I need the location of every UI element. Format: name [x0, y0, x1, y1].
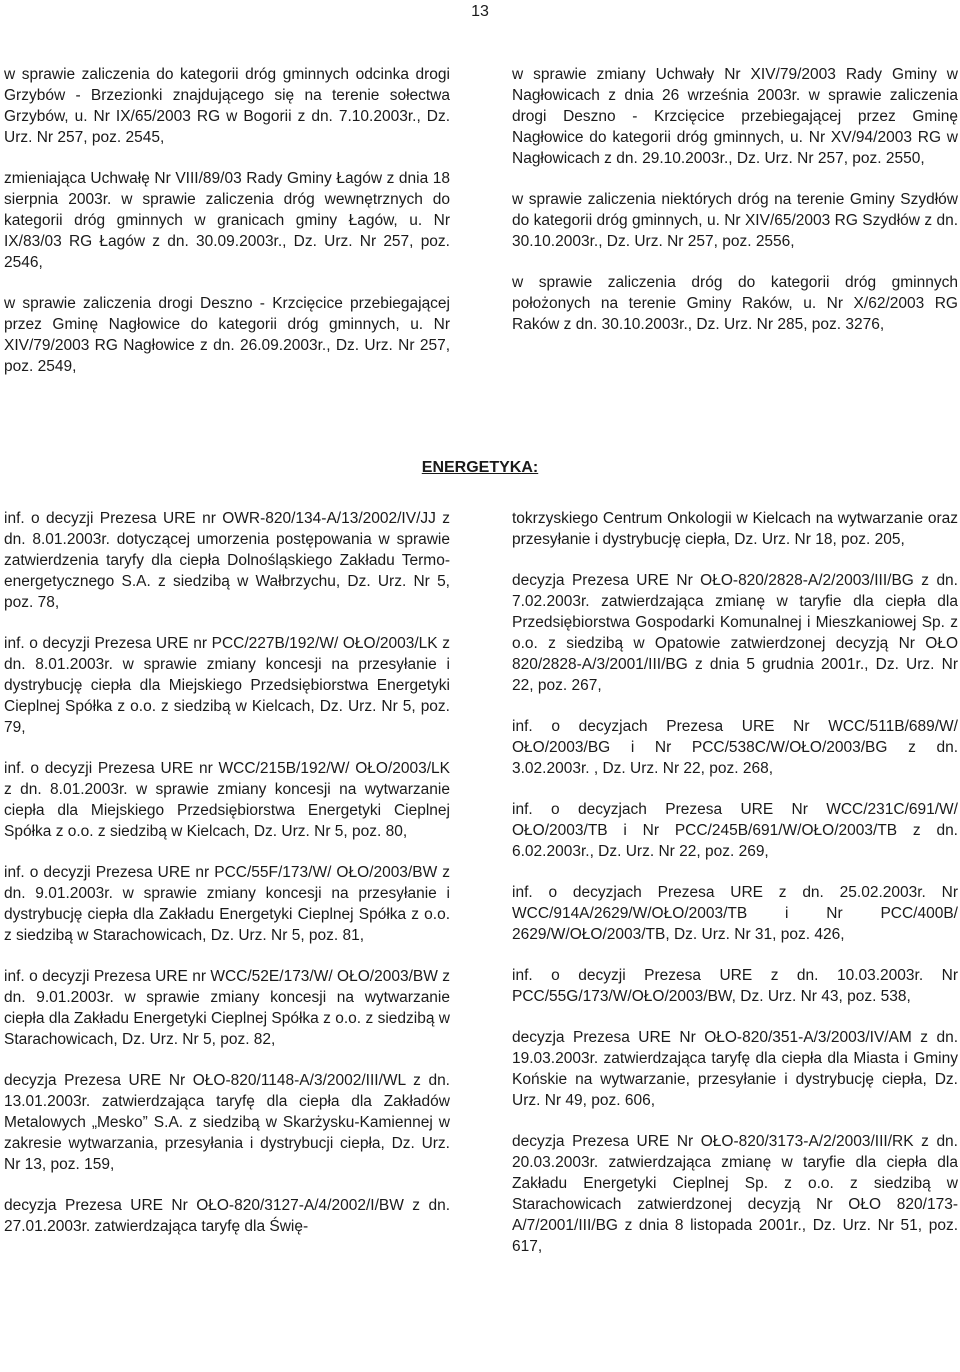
list-item: inf. o decyzjach Prezesa URE Nr WCC/231C/691/W/ OŁO/2003/TB i Nr PCC/245B/691/W/OŁO/2003/TB z dn. 6.02.2003r., Dz. Urz. Nr 22, poz. 269,	[512, 801, 958, 860]
list-item: zmieniająca Uchwałę Nr VIII/89/03 Rady Gminy Łagów z dnia 18 sierpnia 2003r. w sprawie zaliczenia dróg wewnętrznych do kategorii dróg gminnych w granicach gminy Łagów, u. Nr IX/83/03 RG Łagów z dn. 30.09.2003r., Dz. Urz. Nr 257, poz. 2546,	[4, 170, 450, 271]
list-item: inf. o decyzji Prezesa URE nr WCC/215B/192/W/ OŁO/2003/LK z dn. 8.01.2003r. w sprawie zmiany koncesji na wytwarzanie ciepła dla Miejskiego Przedsiębiorstwa Energetyki Cieplnej Spółka z o.o. z siedzibą w Kielcach, Dz. Urz. Nr 5, poz. 80,	[4, 760, 450, 840]
list-item: w sprawie zaliczenia drogi Deszno - Krzcięcice przebiegającej przez Gminę Nagłowice do kategorii dróg gminnych, u. Nr XIV/79/2003 RG Nagłowice z dn. 26.09.2003r., Dz. Urz. Nr 257, poz. 2549,	[4, 295, 450, 375]
column-top-left	[4, 64, 450, 397]
column-top-right	[512, 64, 958, 355]
list-item: decyzja Prezesa URE Nr OŁO-820/3173-A/2/2003/III/RK z dn. 20.03.2003r. zatwierdzająca zmianę w taryfie dla ciepła dla Zakładu Energetyki Cieplnej Sp. z o.o. z siedzibą w Starachowicach zatwierdzonej decyzją Nr OŁO 820/173-A/7/2001/III/BG z dnia 8 listopada 2001r., Dz. Urz. Nr 51, poz. 617,	[512, 1133, 958, 1255]
list-item: decyzja Prezesa URE Nr OŁO-820/3127-A/4/2002/I/BW z dn. 27.01.2003r. zatwierdzająca taryfę dla Świę-	[4, 1197, 450, 1235]
list-item: decyzja Prezesa URE Nr OŁO-820/351-A/3/2003/IV/AM z dn. 19.03.2003r. zatwierdzająca taryfę dla ciepła dla Miasta i Gminy Końskie na wytwarzanie, przesyłanie i dystrybucję ciepła, Dz. Urz. Nr 49, poz. 606,	[512, 1029, 958, 1109]
column-bottom-left	[4, 508, 450, 1257]
list-item: w sprawie zaliczenia do kategorii dróg gminnych odcinka drogi Grzybów - Brzezionki znajdującego się na terenie sołectwa Grzybów, u. Nr IX/65/2003 RG w Bogorii z dn. 7.10.2003r., Dz. Urz. Nr 257, poz. 2545,	[4, 66, 450, 146]
list-item: w sprawie zaliczenia niektórych dróg na terenie Gminy Szydłów do kategorii dróg gminnych, u. Nr XIV/65/2003 RG Szydłów z dn. 30.10.2003r., Dz. Urz. Nr 257, poz. 2556,	[512, 191, 958, 250]
page-number: 13	[471, 3, 489, 20]
list-item: inf. o decyzji Prezesa URE nr PCC/55F/173/W/ OŁO/2003/BW z dn. 9.01.2003r. w sprawie zmiany koncesji na przesyłanie i dystrybucję ciepła dla Zakładu Energetyki Cieplnej Spółka z o.o. z siedzibą w Starachowicach, Dz. Urz. Nr 5, poz. 81,	[4, 864, 450, 944]
list-item: inf. o decyzjach Prezesa URE z dn. 25.02.2003r. Nr WCC/914A/2629/W/OŁO/2003/TB i Nr PCC/400B/ 2629/W/OŁO/2003/TB, Dz. Urz. Nr 31, poz. 426,	[512, 884, 958, 943]
list-item: inf. o decyzji Prezesa URE nr OWR-820/134-A/13/2002/IV/JJ z dn. 8.01.2003r. dotyczącej umorzenia postępowania w sprawie zatwierdzenia taryfy dla ciepła Dolnośląskiego Zakładu Termoenergetycznego S.A. z siedzibą w Wałbrzychu, Dz. Urz. Nr 5, poz. 78,	[4, 510, 450, 611]
column-bottom-right	[512, 508, 958, 1277]
list-item: inf. o decyzji Prezesa URE z dn. 10.03.2003r. Nr PCC/55G/173/W/OŁO/2003/BW, Dz. Urz. Nr 43, poz. 538,	[512, 967, 958, 1005]
list-item: decyzja Prezesa URE Nr OŁO-820/1148-A/3/2002/III/WL z dn. 13.01.2003r. zatwierdzająca taryfę dla ciepła dla Zakładów Metalowych „Mesko” S.A. z siedzibą w Skarżysku-Kamiennej w zakresie wytwarzania, przesyłania i dystrybucji ciepła, Dz. Urz. Nr 13, poz. 159,	[4, 1072, 450, 1173]
list-item: w sprawie zmiany Uchwały Nr XIV/79/2003 Rady Gminy w Nagłowicach z dnia 26 września 2003r. w sprawie zaliczenia drogi Deszno - Krzcięcice przebiegającej przez Gminę Nagłowice do kategorii dróg gminnych, u. Nr XV/94/2003 RG w Nagłowicach z dn. 29.10.2003r., Dz. Urz. Nr 257, poz. 2550,	[512, 66, 958, 167]
list-item: inf. o decyzji Prezesa URE nr WCC/52E/173/W/ OŁO/2003/BW z dn. 9.01.2003r. w sprawie zmiany koncesji na wytwarzanie ciepła dla Zakładu Energetyki Cieplnej Spółka z o.o. z siedzibą w Starachowicach, Dz. Urz. Nr 5, poz. 82,	[4, 968, 450, 1048]
list-item: tokrzyskiego Centrum Onkologii w Kielcach na wytwarzanie oraz przesyłanie i dystrybucję ciepła, Dz. Urz. Nr 18, poz. 205,	[512, 510, 958, 548]
list-item: inf. o decyzjach Prezesa URE Nr WCC/511B/689/W/ OŁO/2003/BG i Nr PCC/538C/W/OŁO/2003/BG z dn. 3.02.2003r. , Dz. Urz. Nr 22, poz. 268,	[512, 718, 958, 777]
list-item: inf. o decyzji Prezesa URE nr PCC/227B/192/W/ OŁO/2003/LK z dn. 8.01.2003r. w sprawie zmiany koncesji na przesyłanie i dystrybucję ciepła dla Miejskiego Przedsiębiorstwa Energetyki Cieplnej Spółka z o.o. z siedzibą w Kielcach, Dz. Urz. Nr 5, poz. 79,	[4, 635, 450, 736]
list-item: decyzja Prezesa URE Nr OŁO-820/2828-A/2/2003/III/BG z dn. 7.02.2003r. zatwierdzająca zmianę w taryfie dla ciepła dla Przedsiębiorstwa Gospodarki Komunalnej i Mieszkaniowej Sp. z o.o. z siedzibą w Opatowie zatwierdzonej decyzją Nr OŁO 820/2828-A/3/2001/III/BG z dnia 5 grudnia 2001r., Dz. Urz. Nr 22, poz. 267,	[512, 572, 958, 694]
section-heading: ENERGETYKA:	[421, 459, 539, 476]
list-item: w sprawie zaliczenia dróg do kategorii dróg gminnych położonych na terenie Gminy Raków, u. Nr X/62/2003 RG Raków z dn. 30.10.2003r., Dz. Urz. Nr 285, poz. 3276,	[512, 274, 958, 333]
